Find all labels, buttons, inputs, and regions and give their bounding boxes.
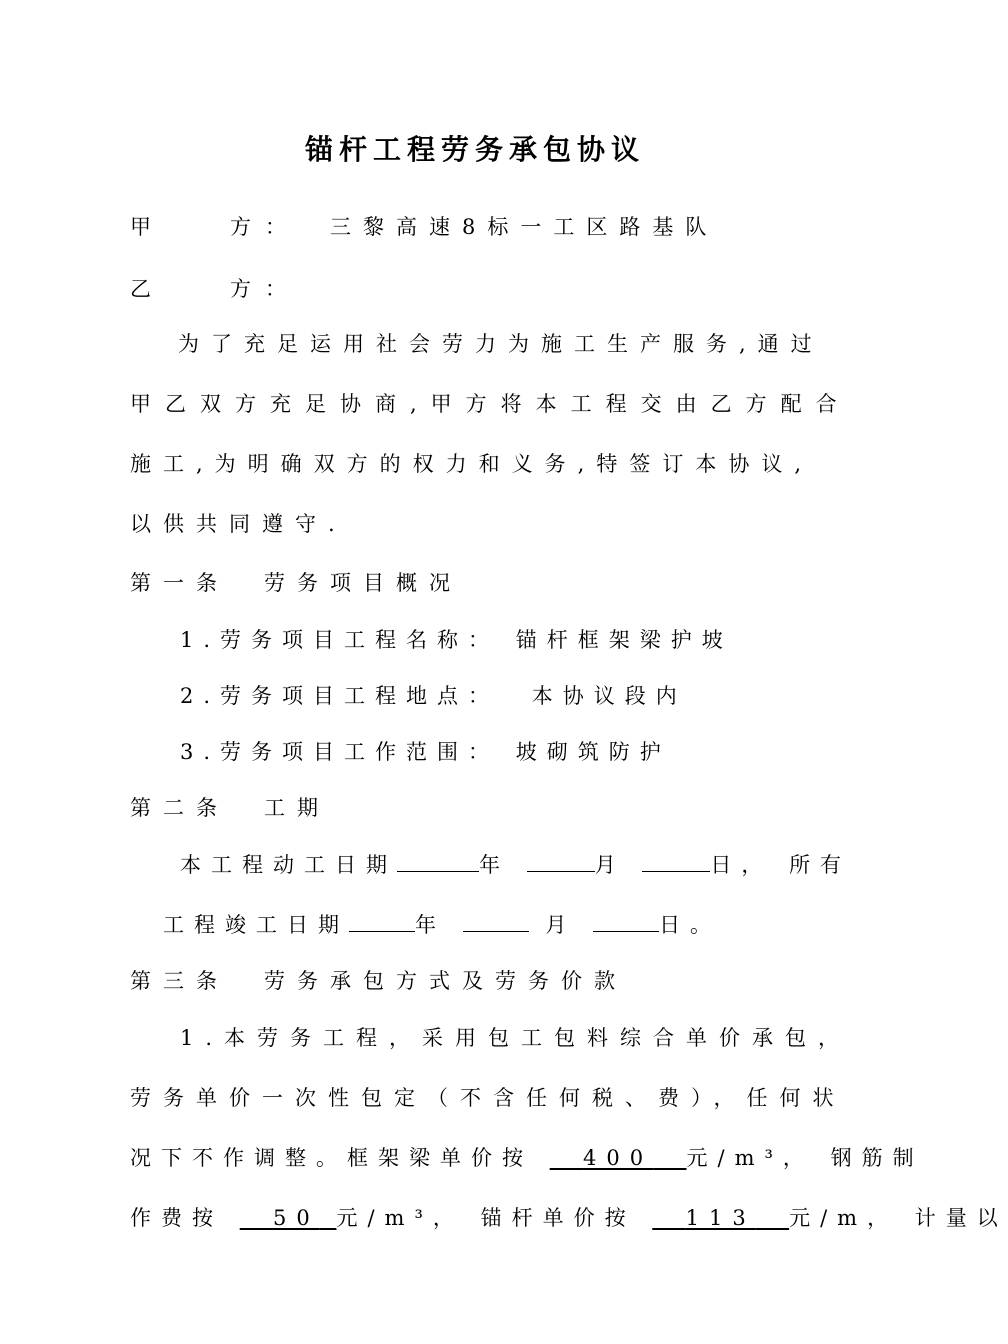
item-value: 锚杆框架梁护坡 — [515, 628, 733, 652]
intro-line-4: 以供共同遵守. — [130, 512, 347, 536]
article1-item-1 — [180, 625, 733, 655]
rebar-price: 50 — [273, 1206, 320, 1230]
end-date-line: 工程竣工日期 年 月 日。 — [163, 909, 721, 940]
start-day-blank[interactable] — [642, 849, 710, 872]
party-b-colon: 方： — [230, 277, 300, 301]
article3-line-3: 况下不作调整。框架梁单价按 400 元/m³， 钢筋制 — [130, 1146, 924, 1170]
party-a-label: 甲 — [130, 215, 151, 239]
article3-line-2: 劳务单价一次性包定（不含任何税、费），任何状 — [130, 1086, 846, 1110]
party-b-label: 乙 — [130, 277, 151, 301]
article3-number: 第三条 — [130, 969, 229, 993]
frame-beam-price: 400 — [583, 1146, 654, 1170]
end-day-blank[interactable] — [593, 909, 659, 932]
article1-item-3 — [180, 737, 671, 767]
start-year-blank[interactable] — [397, 849, 479, 872]
article3-line-4: 作费按 50 元/m³， 锚杆单价按 113 元/m， 计量以 — [130, 1206, 1008, 1230]
end-month-blank[interactable] — [463, 909, 529, 932]
start-date-line: 本工程动工日期 年 月 日， 所有 — [180, 849, 851, 880]
intro-line-3: 施工,为明确双方的权力和义务,特签订本协议, — [130, 452, 814, 476]
end-year-blank[interactable] — [349, 909, 415, 932]
article3-title: 劳务承包方式及劳务价款 — [264, 969, 627, 993]
party-a-colon: 方： — [230, 215, 300, 239]
article2-number: 第二条 — [130, 796, 229, 820]
article3-line-1: 1.本劳务工程，采用包工包料综合单价承包， — [180, 1026, 852, 1050]
anchor-price: 113 — [685, 1206, 756, 1230]
article1-item-2 — [180, 681, 687, 711]
start-month-blank[interactable] — [527, 849, 595, 872]
item-label: 2.劳务项目工程地点： — [180, 684, 500, 708]
item-value: 本协议段内 — [531, 684, 687, 708]
item-label: 3.劳务项目工作范围： — [180, 740, 500, 764]
document-title: 锚杆工程劳务承包协议 — [304, 133, 645, 166]
intro-line-2: 甲乙双方充足协商,甲方将本工程交由乙方配合 — [130, 392, 851, 416]
item-label: 1.劳务项目工程名称： — [180, 628, 500, 652]
article1-title: 劳务项目概况 — [264, 571, 462, 595]
article1-number: 第一条 — [130, 571, 229, 595]
article2-title: 工期 — [264, 796, 330, 820]
party-a-value: 三黎高速8标一工区路基队 — [330, 215, 719, 239]
intro-line-1: 为了充足运用社会劳力为施工生产服务,通过 — [178, 332, 824, 356]
item-value: 坡砌筑防护 — [515, 740, 671, 764]
